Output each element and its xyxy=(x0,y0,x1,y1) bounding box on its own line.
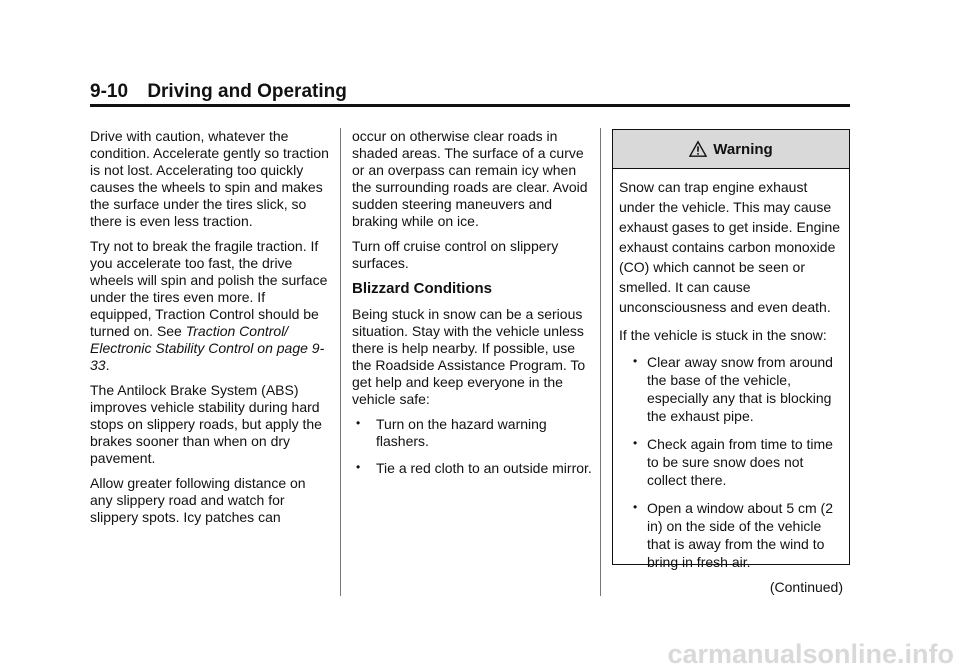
watermark: carmanualsonline.info xyxy=(667,639,954,669)
column-divider xyxy=(340,128,341,596)
section-title: Driving and Operating xyxy=(147,81,347,102)
warning-header xyxy=(613,130,849,169)
paragraph-text: Try not to break the fragile traction. If you accelerate too fast, the drive wheels will spin and polish the surface under the tires even more. If equipped, Traction Control should be turned on. See xyxy=(90,238,328,339)
warning-body xyxy=(613,169,849,597)
page-number: 9-10 xyxy=(90,81,129,102)
paragraph: Allow greater following distance on any slippery road and watch for slippery spots. Icy patches can xyxy=(90,475,306,525)
paragraph: Being stuck in snow can be a serious situation. Stay with the vehicle unless there is help nearby. If possible, use the Roadside Assistance Program. To get help and keep everyone in the vehicle safe: xyxy=(352,306,586,407)
continued-label: (Continued) xyxy=(769,579,843,595)
paragraph: The Antilock Brake System (ABS) improves vehicle stability during hard stops on slippery roads, but apply the brakes sooner than when on dry pavement. xyxy=(90,382,322,466)
bullet-list xyxy=(352,416,592,477)
paragraph-end: . xyxy=(105,357,110,373)
list-item: • Check again from time to time to be sure snow does not collect there. xyxy=(619,435,843,489)
page-header xyxy=(90,80,850,104)
section-heading: Blizzard Conditions xyxy=(352,280,492,297)
warning-title: Warning xyxy=(713,140,773,158)
cross-reference-link[interactable]: Traction Control/ Electronic Stability Control on page 9-33 xyxy=(90,323,325,373)
paragraph: occur on otherwise clear roads in shaded areas. The surface of a curve or an overpass can remain icy when the surrounding roads are clear. Avoid sudden steering maneuvers and braking while on ice. xyxy=(352,128,588,229)
paragraph: If the vehicle is stuck in the snow: xyxy=(619,327,827,343)
warning-box xyxy=(612,129,850,595)
paragraph: Snow can trap engine exhaust under the vehicle. This may cause exhaust gases to get inside. Engine exhaust contains carbon monoxide (CO) which cannot be seen or smelled. It can cause unconsciousness and even death. xyxy=(619,179,841,315)
list-item: • Open a window about 5 cm (2 in) on the side of the vehicle that is away from the wind to bring in fresh air. xyxy=(619,499,843,571)
bullet-list xyxy=(619,353,843,571)
list-item: • Clear away snow from around the base of the vehicle, especially any that is blocking the exhaust pipe. xyxy=(619,353,843,425)
paragraph: Drive with caution, whatever the condition. Accelerate gently so traction is not lost. Accelerating too quickly causes the wheels to spin and makes the surface under the tires slick, so there is even less traction. xyxy=(90,128,329,229)
middle-column xyxy=(352,128,592,487)
list-item: • Tie a red cloth to an outside mirror. xyxy=(352,460,592,477)
paragraph xyxy=(90,238,330,374)
list-item: • Turn on the hazard warning flashers. xyxy=(352,416,592,450)
left-column xyxy=(90,128,330,534)
warning-triangle-icon xyxy=(689,140,707,158)
header-rule xyxy=(90,104,850,107)
paragraph: Turn off cruise control on slippery surfaces. xyxy=(352,238,559,271)
column-divider xyxy=(600,128,601,596)
